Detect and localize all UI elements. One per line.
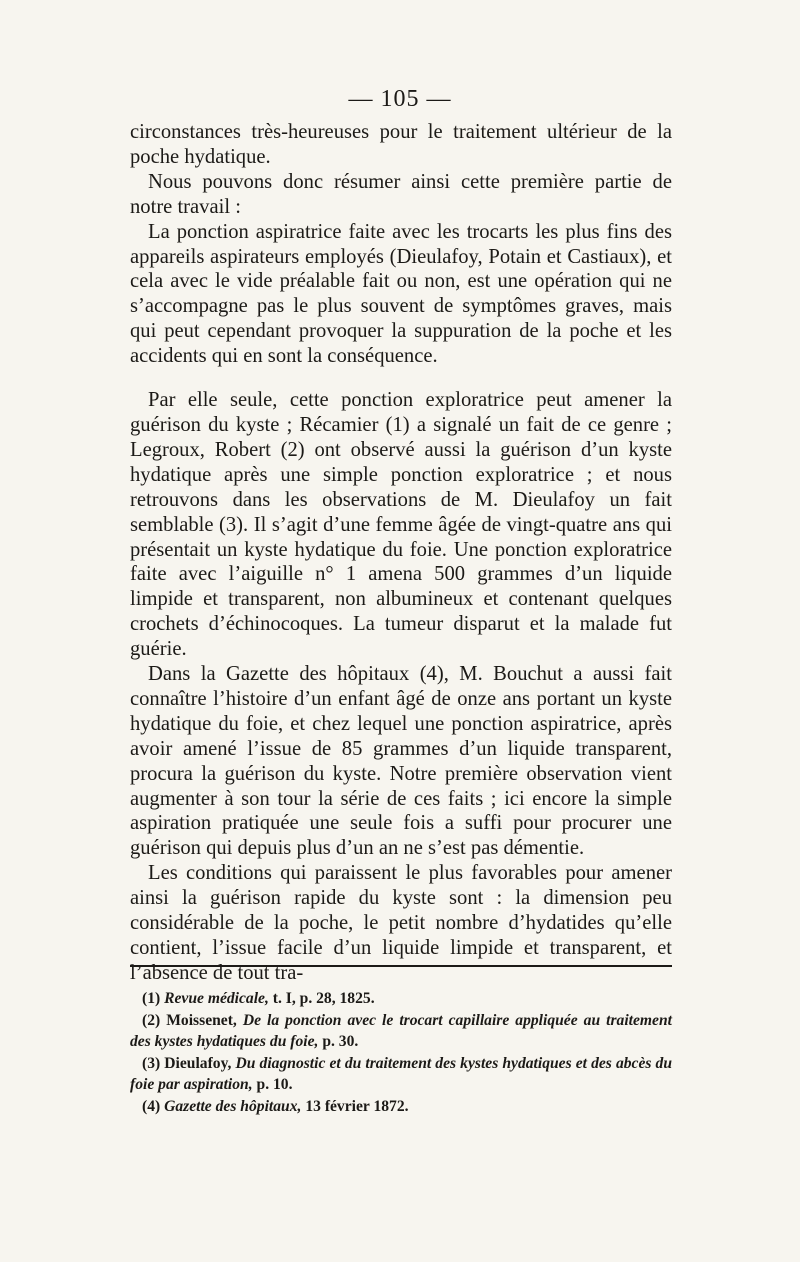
footnote-number: (3) [142, 1054, 161, 1072]
footnote-reference: 13 février 1872. [305, 1097, 409, 1115]
footnote-number: (1) [142, 990, 161, 1007]
footnote-separator [130, 965, 672, 967]
paragraph: Par elle seule, cette ponction exploratrice peut amener la guérison du kyste ; Récamier (1) a signalé un fait de ce genre ; Legroux, Robert (2) ont observé aussi la guérison d’un kyste hydatique après une simple ponction exploratrice ; et nous retrouvons dans les observations de M. Dieulafoy un fait semblable (3). Il s’agit d’une femme âgée de vingt-quatre ans qui présentait un kyste hydatique du foie. Une ponction exploratrice faite avec l’aiguille n° 1 amena 500 grammes d’un liquide limpide et transparent, non albumineux et contenant quelques crochets d’échinocoques. La tumeur disparut et la malade fut guérie. [130, 389, 672, 661]
paragraph: La ponction aspiratrice faite avec les trocarts les plus fins des appareils aspirateurs employés (Dieulafoy, Potain et Castiaux), et cela avec le vide préalable fait ou non, est une opération qui ne s’accompagne pas le plus souvent de symptômes graves, mais qui peut cependant provoquer la suppuration de la poche et les accidents qui en sont la conséquence. [130, 220, 672, 368]
paragraph: circonstances très-heureuses pour le traitement ultérieur de la poche hydatique. [130, 121, 672, 168]
footnote [130, 988, 672, 1010]
footnote-title: De la ponction avec le trocart capillaire appliquée au traitement des kystes hydatiques du foie, [130, 1011, 672, 1051]
footnote-source: Revue médicale, [164, 990, 269, 1007]
footnote-title: Du diagnostic et du traitement des kystes hydatiques et des abcès du foie par aspiration, [130, 1054, 673, 1094]
footnotes [130, 988, 672, 1118]
footnote [130, 1096, 672, 1118]
footnote [130, 1053, 672, 1096]
main-text [130, 120, 672, 986]
footnote-source: Gazette des hôpitaux, [164, 1097, 302, 1115]
page-number: — 105 — [348, 86, 452, 112]
footnote [130, 1010, 672, 1053]
footnote-reference: t. I, p. 28, 1825. [272, 990, 375, 1007]
paragraph: Nous pouvons donc résumer ainsi cette première partie de notre travail : [130, 170, 672, 218]
paragraph: Les conditions qui paraissent le plus favorables pour amener ainsi la guérison rapide du kyste sont : la dimension peu considérable de la poche, le petit nombre d’hydatides qu’elle contient, l’issue facile d’un liquide limpide et transparent, et l’absence de tout tra- [130, 862, 672, 984]
footnote-number: (2) [142, 1011, 161, 1029]
paragraph: Dans la Gazette des hôpitaux (4), M. Bouchut a aussi fait connaître l’histoire d’un enfant âgé de onze ans portant un kyste hydatique du foie, et chez lequel une ponction aspiratrice, après avoir amené l’issue de 85 grammes d’un liquide transparent, procura la guérison du kyste. Notre première observation vient augmenter à son tour la série de ces faits ; ici encore la simple aspiration pratiquée une seule fois a suffi pour procurer une guérison qui depuis plus d’un an ne s’est pas démentie. [130, 663, 672, 860]
footnote-author: Moissenet, [166, 1011, 237, 1029]
footnote-number: (4) [142, 1097, 161, 1115]
footnote-author: Dieulafoy, [164, 1054, 232, 1072]
footnote-reference: p. 10. [256, 1076, 293, 1094]
footnote-reference: p. 30. [322, 1033, 359, 1051]
